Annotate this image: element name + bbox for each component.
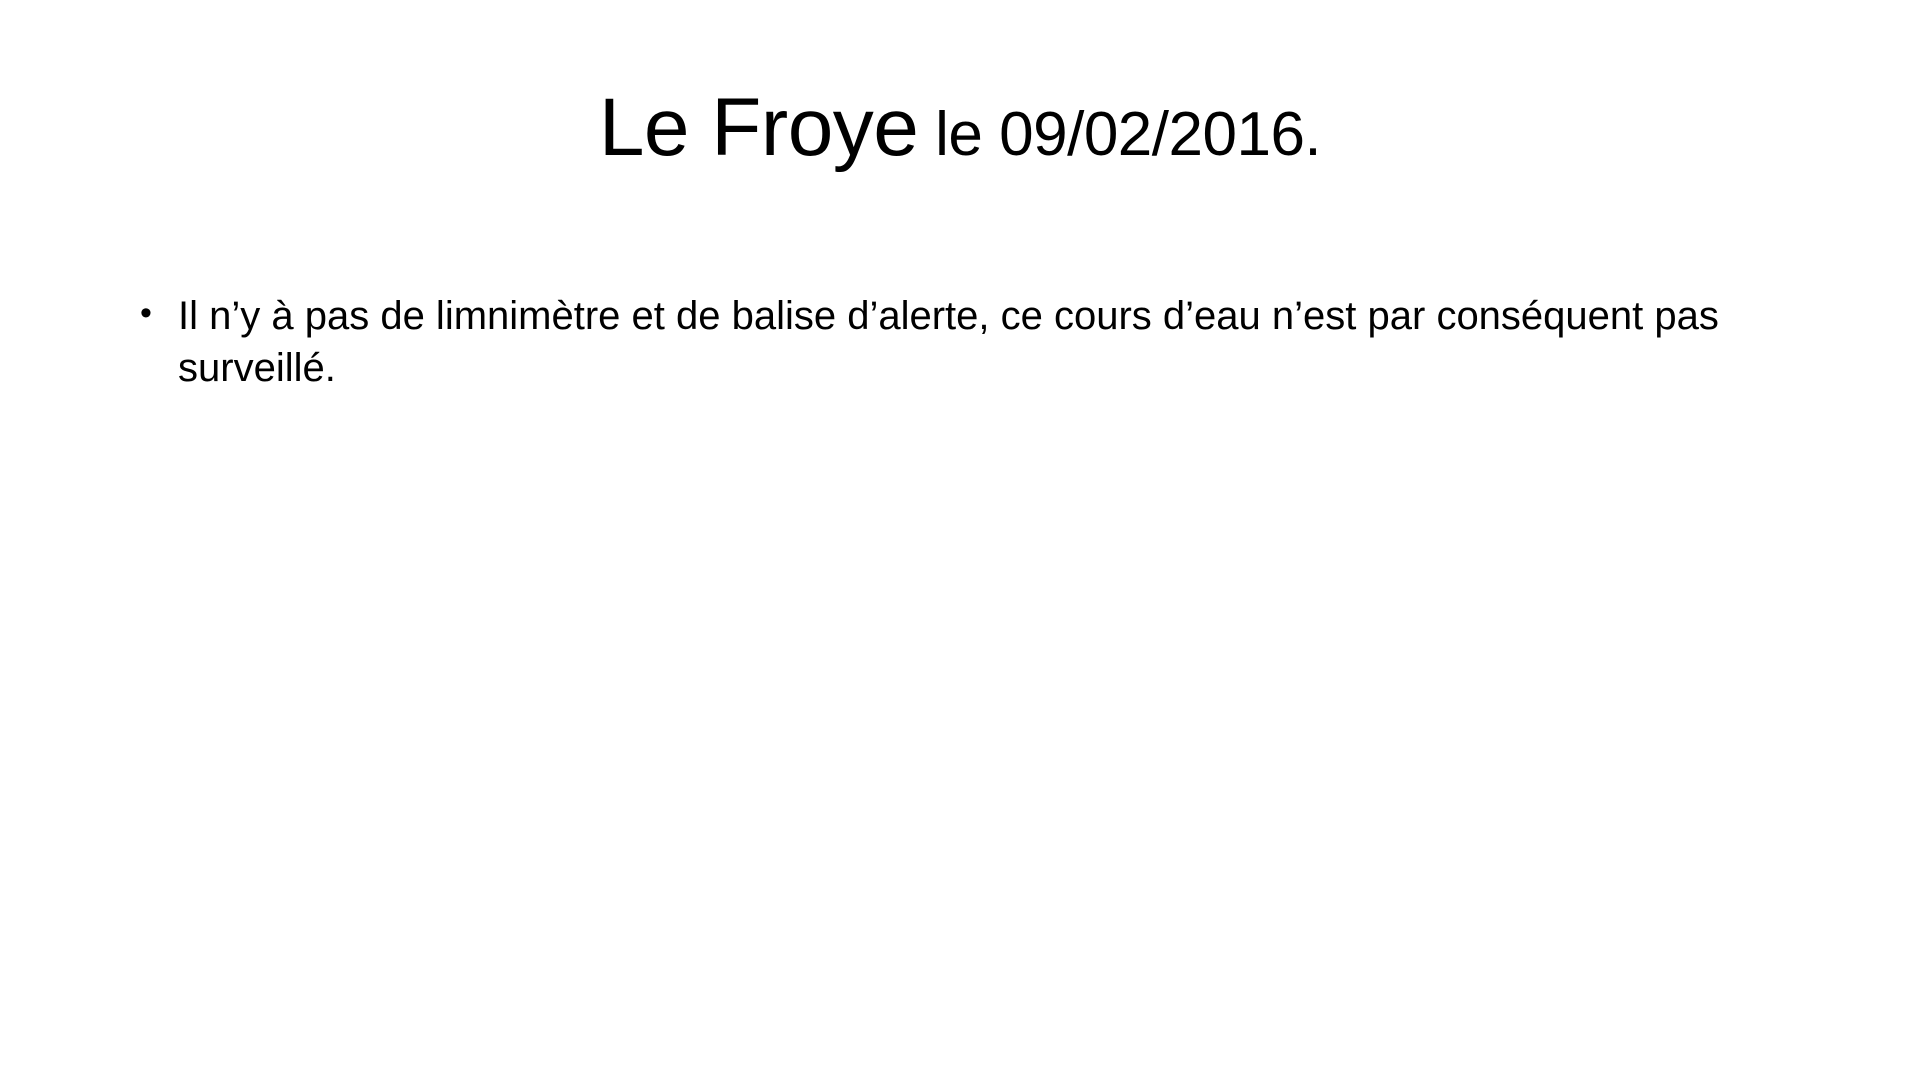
title-main-text: Le Froye: [598, 82, 919, 173]
list-item: [140, 290, 1820, 394]
page-title: [0, 82, 1920, 173]
title-date-text: le 09/02/2016.: [918, 100, 1322, 169]
list-item-text: Il n’y à pas de limnimètre et de balise d’alerte, ce cours d’eau n’est par conséquent pas surveillé.: [178, 294, 1719, 390]
bullet-marker-icon: •: [140, 294, 152, 332]
slide-body: [140, 290, 1820, 394]
